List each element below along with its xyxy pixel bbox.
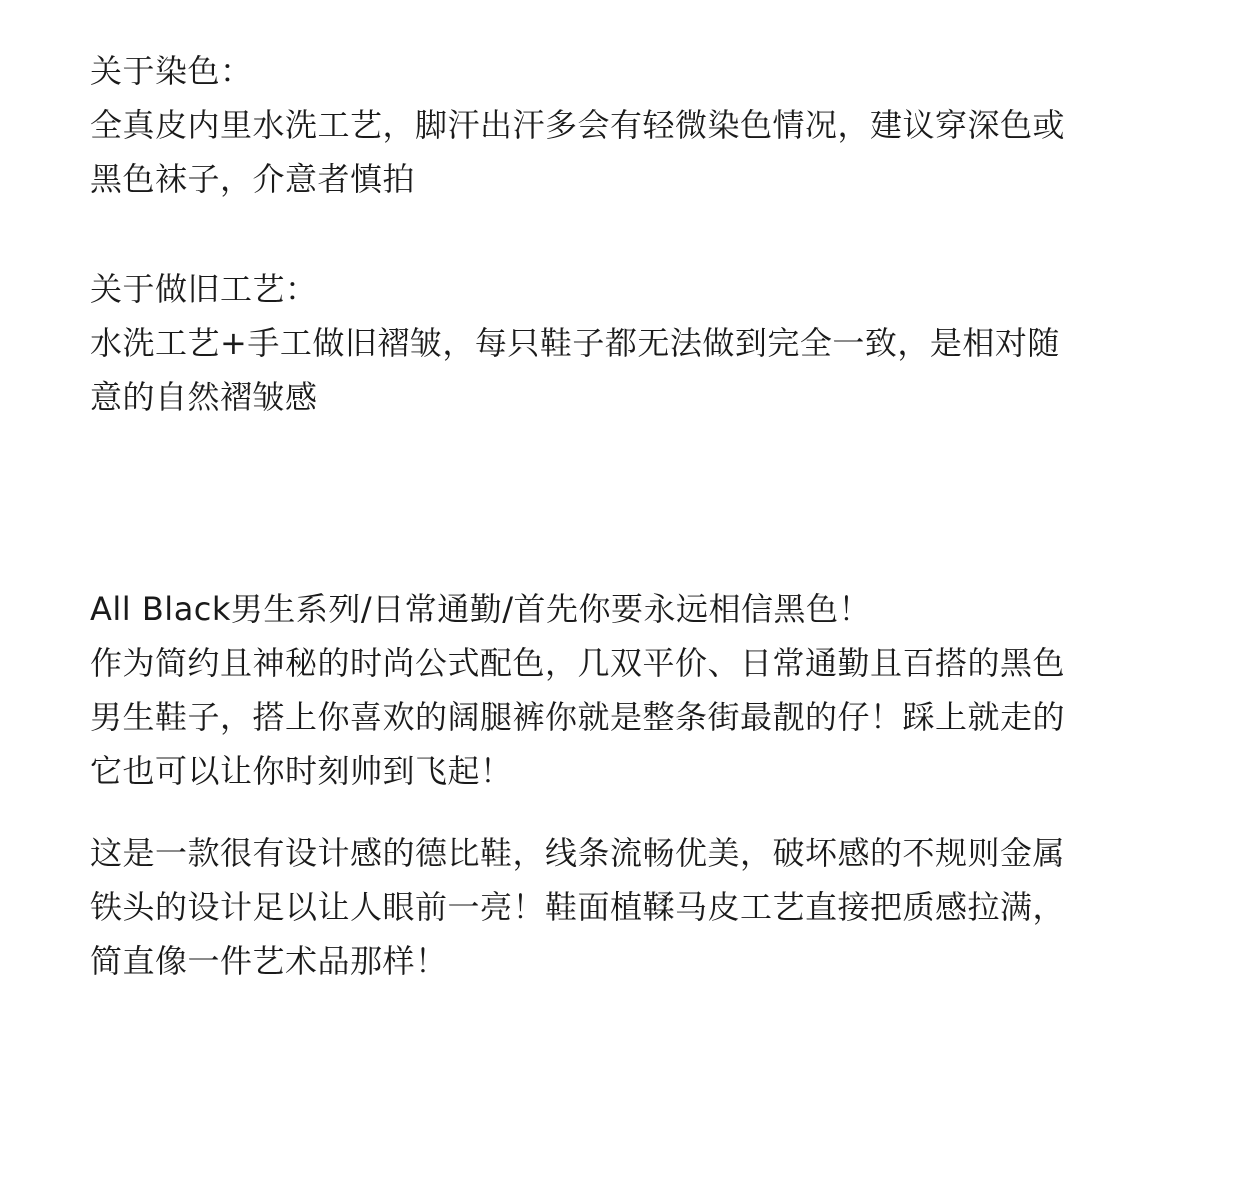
dye-heading: 关于染色： (90, 52, 253, 90)
all-black-text-line: 作为简约且神秘的时尚公式配色，几双平价、日常通勤且百搭的黑色 (90, 644, 1066, 682)
dye-text-line: 全真皮内里水洗工艺，脚汗出汗多会有轻微染色情况，建议穿深色或 (90, 106, 1066, 144)
all-black-text-line: 男生鞋子，搭上你喜欢的阔腿裤你就是整条街最靓的仔！踩上就走的 (90, 698, 1066, 736)
derby-text-line: 这是一款很有设计感的德比鞋，线条流畅优美，破坏感的不规则金属 (90, 834, 1066, 872)
all-black-text-line: 它也可以让你时刻帅到飞起！ (90, 752, 513, 790)
dye-section (90, 44, 1170, 206)
distress-text-line: 意的自然褶皱感 (90, 378, 318, 416)
all-black-heading: All Black男生系列/日常通勤/首先你要永远相信黑色！ (90, 590, 871, 628)
derby-text-line: 铁头的设计足以让人眼前一亮！鞋面植鞣马皮工艺直接把质感拉满， (90, 888, 1066, 926)
derby-section (90, 826, 1170, 988)
derby-text-line: 简直像一件艺术品那样！ (90, 942, 448, 980)
all-black-section (90, 582, 1170, 798)
dye-text-line: 黑色袜子，介意者慎拍 (90, 160, 416, 198)
distress-text-line: 水洗工艺+手工做旧褶皱，每只鞋子都无法做到完全一致，是相对随 (90, 324, 1060, 362)
distress-heading: 关于做旧工艺： (90, 270, 318, 308)
distress-section (90, 262, 1170, 424)
